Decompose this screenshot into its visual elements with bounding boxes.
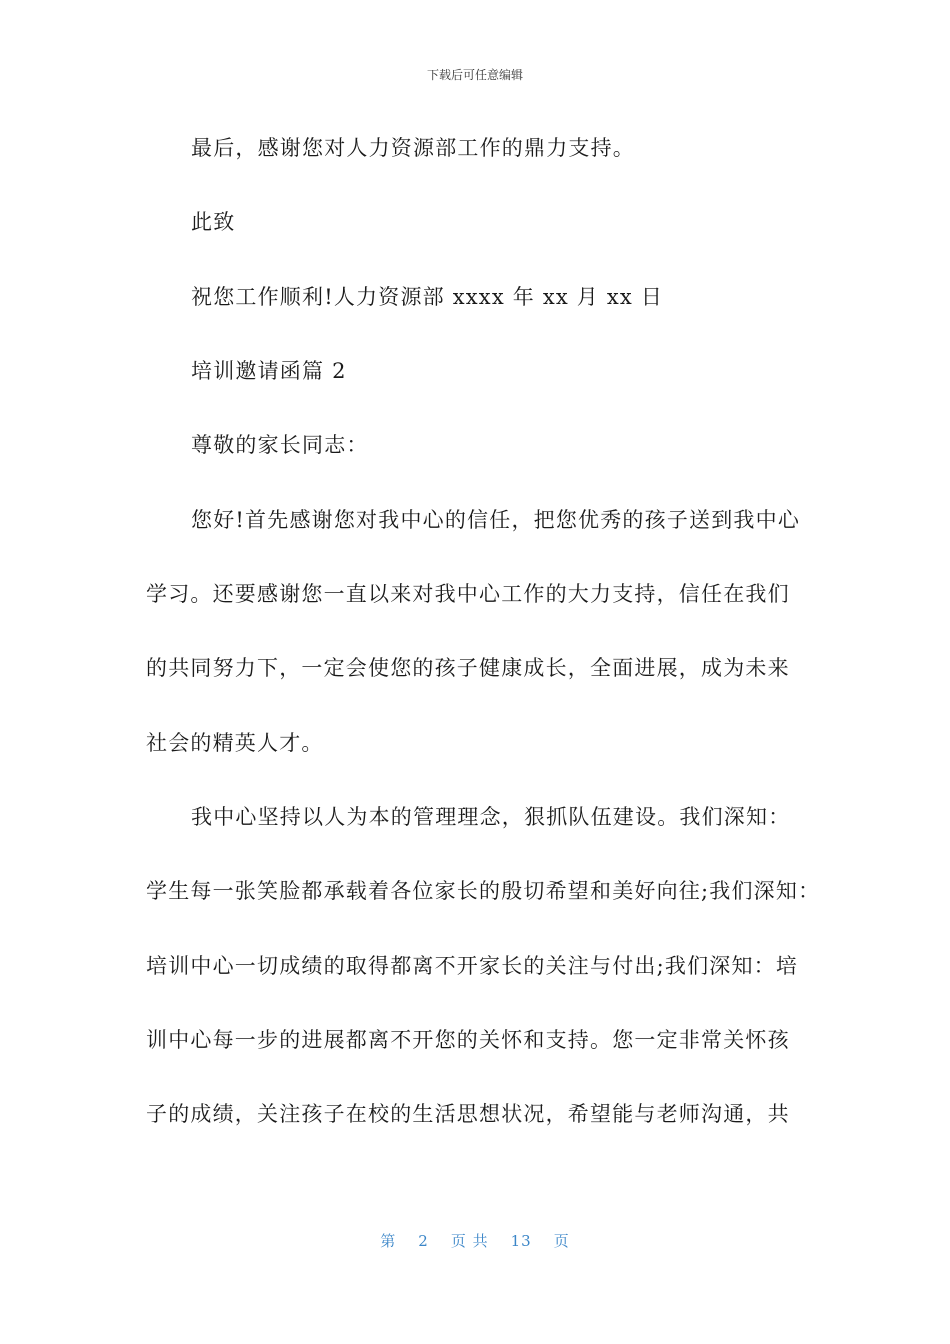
paragraph-line: 祝您工作顺利!人力资源部 xxxx 年 xx 月 xx 日 — [191, 285, 664, 309]
paragraph-line: 最后，感谢您对人力资源部工作的鼎力支持。 — [191, 136, 635, 160]
page-mid: 页 共 — [450, 1232, 489, 1250]
paragraph-line: 此致 — [191, 210, 236, 234]
page-suffix: 页 — [553, 1232, 570, 1250]
page-total: 13 — [510, 1232, 532, 1250]
header-note: 下载后可任意编辑 — [426, 68, 523, 82]
paragraph-line: 子的成绩，关注孩子在校的生活思想状况，希望能与老师沟通，共 — [146, 1102, 790, 1126]
paragraph-line: 学习。还要感谢您一直以来对我中心工作的大力支持，信任在我们 — [146, 582, 790, 606]
paragraph-line: 社会的精英人才。 — [146, 731, 324, 755]
paragraph-line: 培训中心一切成绩的取得都离不开家长的关注与付出;我们深知：培 — [146, 954, 799, 978]
paragraph-line: 我中心坚持以人为本的管理理念，狠抓队伍建设。我们深知： — [191, 805, 791, 829]
page-footer — [0, 1230, 950, 1251]
salutation: 尊敬的家长同志： — [191, 433, 369, 457]
page-prefix: 第 — [380, 1232, 397, 1250]
paragraph-line: 的共同努力下，一定会使您的孩子健康成长，全面进展，成为未来 — [146, 656, 790, 680]
paragraph-line: 学生每一张笑脸都承载着各位家长的殷切希望和美好向往;我们深知： — [146, 879, 821, 903]
section-heading: 培训邀请函篇 2 — [191, 359, 347, 383]
paragraph-line: 您好!首先感谢您对我中心的信任，把您优秀的孩子送到我中心 — [191, 508, 801, 532]
page-current: 2 — [418, 1232, 429, 1250]
paragraph-line: 训中心每一步的进展都离不开您的关怀和支持。您一定非常关怀孩 — [146, 1028, 790, 1052]
